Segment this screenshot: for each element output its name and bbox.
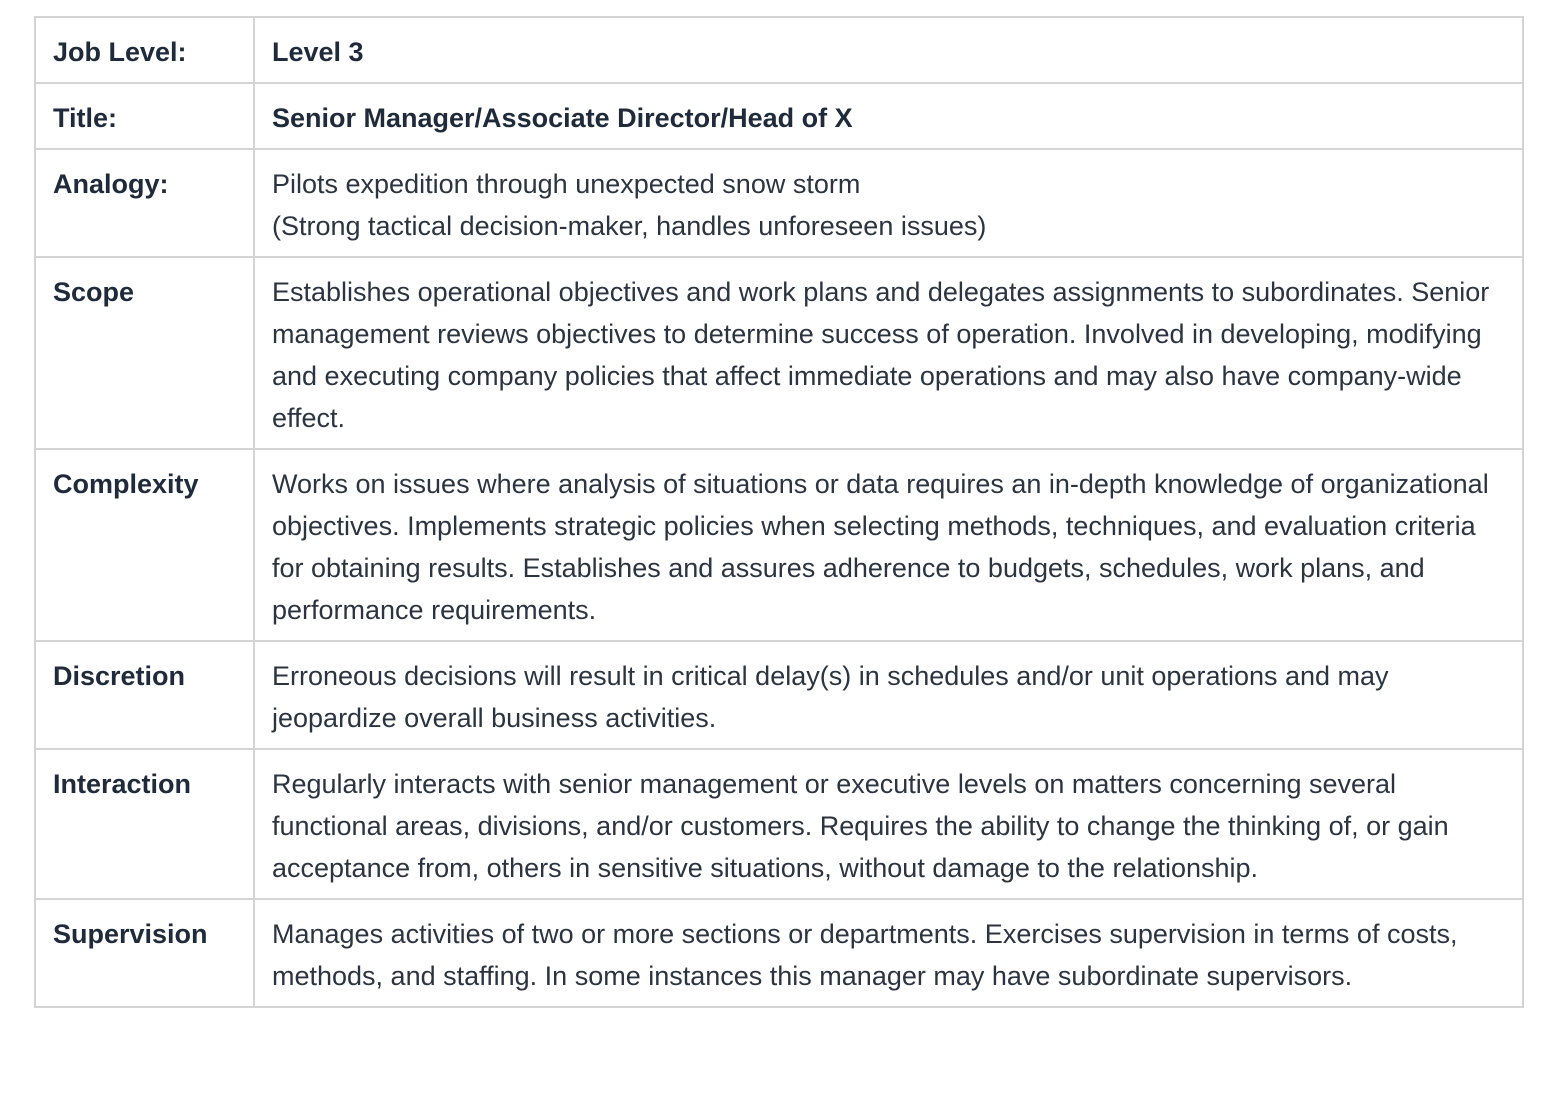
row-scope — [35, 257, 1523, 449]
row-title — [35, 83, 1523, 149]
interaction-label: Interaction — [35, 749, 254, 899]
row-job-level — [35, 17, 1523, 83]
title-label: Title: — [35, 83, 254, 149]
row-supervision — [35, 899, 1523, 1007]
job-level-value — [254, 17, 1523, 83]
scope-value — [254, 257, 1523, 449]
row-analogy — [35, 149, 1523, 257]
job-level-value-text: Level 3 — [272, 37, 364, 67]
analogy-label: Analogy: — [35, 149, 254, 257]
supervision-label: Supervision — [35, 899, 254, 1007]
title-value — [254, 83, 1523, 149]
job-level-table — [34, 16, 1524, 1008]
row-complexity — [35, 449, 1523, 641]
discretion-value — [254, 641, 1523, 749]
row-discretion — [35, 641, 1523, 749]
complexity-label: Complexity — [35, 449, 254, 641]
analogy-line-2: (Strong tactical decision-maker, handles unforeseen issues) — [272, 211, 987, 241]
supervision-value — [254, 899, 1523, 1007]
discretion-label: Discretion — [35, 641, 254, 749]
interaction-text: Regularly interacts with senior management or executive levels on matters concerning several functional areas, divisions, and/or customers. Requires the ability to change the thinking of, or gain acceptance from, others in sensitive situations, without damage to the relationship. — [272, 769, 1449, 883]
scope-label: Scope — [35, 257, 254, 449]
job-level-label: Job Level: — [35, 17, 254, 83]
analogy-value — [254, 149, 1523, 257]
title-value-text: Senior Manager/Associate Director/Head of X — [272, 103, 853, 133]
row-interaction — [35, 749, 1523, 899]
scope-text: Establishes operational objectives and work plans and delegates assignments to subordinates. Senior management reviews objectives to determine success of operation. Involved in developing, modifying and executing company policies that affect immediate operations and may also have company-wide effect. — [272, 277, 1490, 433]
complexity-text: Works on issues where analysis of situations or data requires an in-depth knowledge of organizational objectives. Implements strategic policies when selecting methods, techniques, and evaluation criteria for obtaining results. Establishes and assures adherence to budgets, schedules, work plans, and performance requirements. — [272, 469, 1489, 625]
discretion-text: Erroneous decisions will result in critical delay(s) in schedules and/or unit operations and may jeopardize overall business activities. — [272, 661, 1389, 733]
complexity-value — [254, 449, 1523, 641]
interaction-value — [254, 749, 1523, 899]
supervision-text: Manages activities of two or more sections or departments. Exercises supervision in terms of costs, methods, and staffing. In some instances this manager may have subordinate supervisors. — [272, 919, 1458, 991]
analogy-line-1: Pilots expedition through unexpected snow storm — [272, 169, 861, 199]
